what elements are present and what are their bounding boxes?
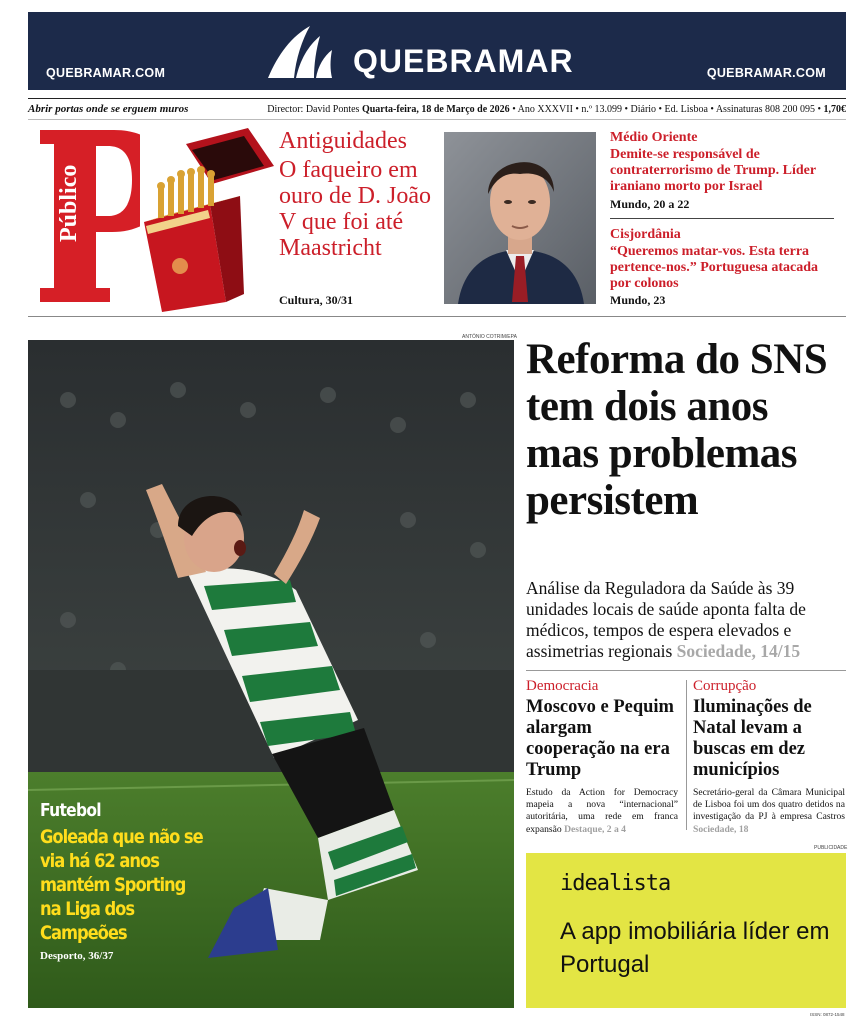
side-story-2-kicker: Cisjordânia	[610, 227, 681, 242]
politician-portrait-image	[444, 132, 596, 304]
publico-logo-word: Público	[56, 164, 82, 242]
masthead-director: Director: David Pontes	[267, 103, 360, 115]
masthead-details: • Ano XXXVII • n.º 13.099 • Diário • Ed. Lisboa • Assinaturas 808 200 095 •	[512, 103, 821, 115]
cutlery-chest-image	[140, 126, 276, 312]
antiguidades-page-ref: Cultura, 30/31	[279, 293, 354, 307]
democracia-body-text: Estudo da Action for Democracy mapeia a nova “internacional” autoritária, uma rede em franca expansão	[526, 787, 678, 835]
lead-page-ref: Sociedade, 14/15	[676, 641, 801, 661]
banner-right-url[interactable]: QUEBRAMAR.COM	[706, 66, 826, 80]
corrupcao-page-ref: Sociedade, 18	[693, 823, 749, 835]
ad-brand: idealista	[560, 871, 671, 896]
quebramar-wave-icon	[266, 24, 340, 80]
side-story-1-page-ref: Mundo, 20 a 22	[610, 197, 690, 211]
publico-wordmark	[52, 136, 82, 246]
side-story-1-kicker: Médio Oriente	[610, 130, 698, 145]
football-page-ref: Desporto, 36/37	[40, 950, 114, 962]
antiguidades-kicker: Antiguidades	[279, 128, 407, 154]
democracia-body	[526, 787, 678, 836]
idealista-ad[interactable]	[526, 853, 846, 1008]
banner-left-url[interactable]: QUEBRAMAR.COM	[46, 66, 166, 80]
corrupcao-headline[interactable]: Iluminações de Natal levam a buscas em dez municípios	[693, 697, 812, 780]
side-story-2-page-ref: Mundo, 23	[610, 293, 666, 307]
banner-brand: QUEBRAMAR	[353, 43, 574, 79]
corrupcao-body	[693, 787, 845, 836]
side-divider	[610, 218, 834, 219]
corrupcao-body-text: Secretário-geral da Câmara Municipal de Lisboa foi um dos quatro detidos na investigação da PJ à empresa Castros	[693, 787, 845, 823]
side-story-1-title[interactable]: Demite-se responsável de contraterrorismo de Trump. Líder iraniano morto por Israel	[610, 147, 816, 194]
masthead-slogan: Abrir portas onde se erguem muros	[28, 103, 189, 115]
lead-dek	[526, 578, 846, 662]
top-banner	[28, 12, 846, 90]
side-story-2-title[interactable]: “Queremos matar-vos. Esta terra pertence-nos.” Portuguesa atacada por colonos	[610, 244, 819, 291]
header-divider	[28, 316, 846, 317]
democracia-page-ref: Destaque, 2 a 4	[564, 823, 626, 835]
photo-credit: ANTÓNIO COTRIM/EPA	[462, 334, 517, 340]
masthead-meta	[267, 104, 846, 115]
corrupcao-kicker: Corrupção	[693, 678, 757, 694]
issn-code: ISSN: 0872-1548	[810, 1012, 845, 1017]
lead-headline[interactable]: Reforma do SNS tem dois anos mas problemas persistem	[526, 336, 828, 524]
football-headline[interactable]: Goleada que não se via há 62 anos mantém Sporting na Liga dos Campeões	[40, 826, 203, 944]
column-divider	[686, 680, 687, 830]
football-kicker: Futebol	[40, 800, 101, 821]
masthead-info-line	[28, 98, 846, 120]
masthead-date: Quarta-feira, 18 de Março de 2026	[361, 103, 510, 115]
masthead-price: 1,70€	[823, 103, 846, 115]
lead-dek-text: Análise da Reguladora da Saúde às 39 unidades locais de saúde aponta falta de médicos, tempos de espera elevados e assimetrias regionais	[526, 578, 806, 661]
ad-slogan: A app imobiliária líder em Portugal	[560, 918, 830, 978]
democracia-headline[interactable]: Moscovo e Pequim alargam cooperação na era Trump	[526, 697, 674, 780]
lead-divider	[526, 670, 846, 671]
antiguidades-title[interactable]: O faqueiro em ouro de D. João V que foi até Maastricht	[279, 157, 431, 261]
democracia-kicker: Democracia	[526, 678, 599, 694]
ad-label: PUBLICIDADE	[814, 845, 848, 851]
